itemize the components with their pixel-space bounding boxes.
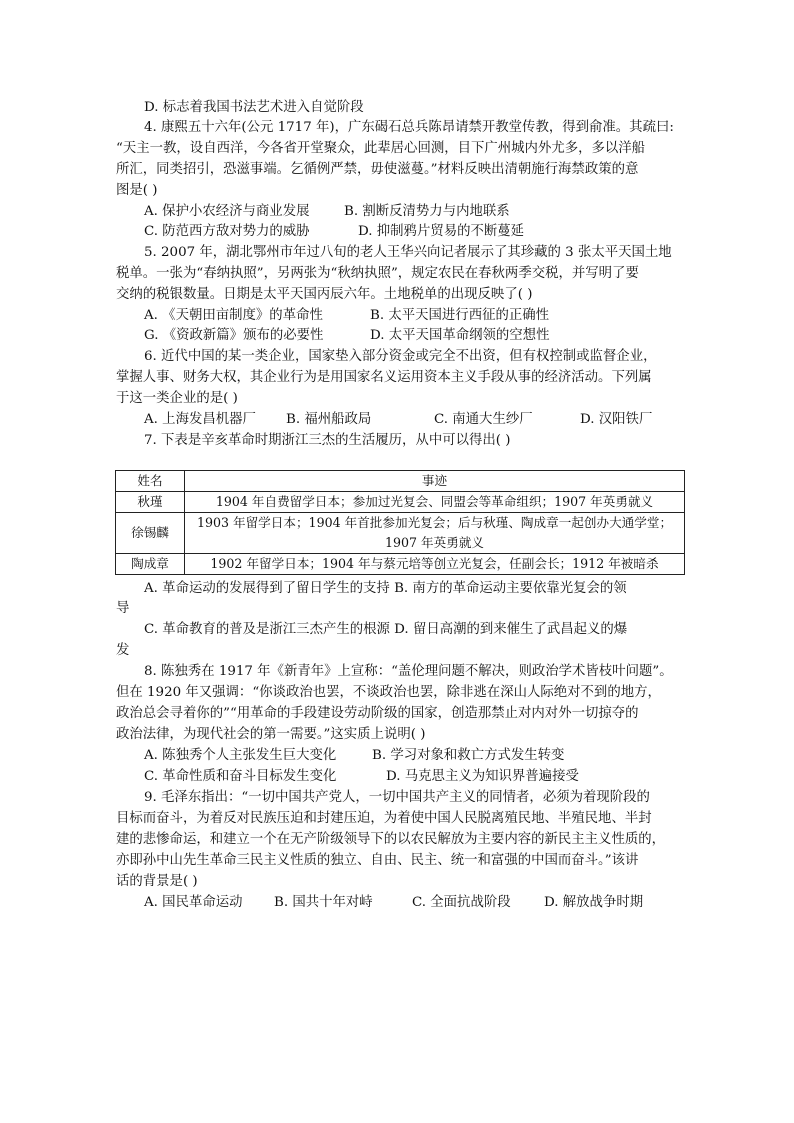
q8-stem-line-1: 8. 陈独秀在 1917 年《新青年》上宣称：“盖伦理问题不解决，则政治学术皆枝叶问题”。 [144, 664, 673, 679]
q6-stem-line-1: 6. 近代中国的某一类企业，国家垫入部分资金或完全不出资，但有权控制或监督企业， [144, 349, 657, 364]
q8-option-b: B. 学习对象和救亡方式发生转变 [372, 748, 565, 763]
q5-stem-line-2: 税单。一张为“春纳执照”，另两张为“秋纳执照”，规定农民在春秋两季交税，并写明了要 [116, 266, 639, 281]
table-cell-name: 陶成章 [116, 554, 185, 575]
table-header-row [116, 471, 685, 492]
table-cell-name: 徐锡麟 [116, 513, 185, 554]
table-cell-deeds: 1902 年留学日本；1904 年与蔡元培等创立光复会，任副会长；1912 年被暗杀 [185, 554, 685, 575]
q4-option-a: A. 保护小农经济与商业发展 [144, 204, 310, 219]
table-header-deeds: 事迹 [185, 471, 685, 492]
q7-options-cd: C. 革命教育的普及是浙江三杰产生的根源 D. 留日高潮的到来催生了武昌起义的爆 [144, 622, 628, 637]
q4-stem-line-4: 图是( ) [116, 183, 158, 198]
q7-options-ab: A. 革命运动的发展得到了留日学生的支持 B. 南方的革命运动主要依靠光复会的领 [144, 581, 627, 596]
q7-options-cd-cont: 发 [116, 643, 130, 658]
table-cell-line: 1907 年英勇就义 [384, 535, 485, 550]
q9-stem-line-5: 话的背景是( ) [116, 874, 198, 889]
q6-option-d: D. 汉阳铁厂 [580, 412, 653, 427]
q9-stem-line-2: 目标而奋斗，为着反对民族压迫和封建压迫，为着使中国人民脱离殖民地、半殖民地、半封 [116, 811, 652, 826]
table-row [116, 554, 685, 575]
table-header-name: 姓名 [116, 471, 185, 492]
table-cell-deeds: 1904 年自费留学日本；参加过光复会、同盟会等革命组织；1907 年英勇就义 [185, 492, 685, 513]
q9-option-c: C. 全面抗战阶段 [412, 895, 511, 910]
q5-stem-line-3: 交纳的税银数量。日期是太平天国丙辰六年。土地税单的出现反映了( ) [116, 287, 533, 302]
q8-stem-line-3: 政治总会寻着你的”“用革命的手段建设劳动阶级的国家，创造那禁止对内对外一切掠夺的 [116, 706, 639, 721]
q4-option-b: B. 割断反清势力与内地联系 [344, 204, 510, 219]
table-cell-line: 1903 年留学日本；1904 年首批参加光复会；后与秋瑾、陶成章一起创办大通学堂； [196, 515, 673, 530]
q9-stem-line-3: 建的悲惨命运，和建立一个在无产阶级领导下的以农民解放为主要内容的新民主主义性质的， [116, 832, 666, 847]
q5-option-d: D. 太平天国革命纲领的空想性 [370, 328, 550, 343]
q6-stem-line-3: 于这一类企业的是( ) [116, 391, 238, 406]
q8-stem-line-4: 政治法律，为现代社会的第一需要。”这实质上说明( ) [116, 727, 426, 742]
table-row [116, 513, 685, 554]
q6-option-b: B. 福州船政局 [286, 412, 372, 427]
q4-option-c: C. 防范西方敌对势力的威胁 [144, 224, 310, 239]
q9-option-a: A. 国民革命运动 [144, 895, 243, 910]
q7-stem: 7. 下表是辛亥革命时期浙江三杰的生活履历，从中可以得出( ) [144, 433, 511, 448]
q9-option-d: D. 解放战争时期 [544, 895, 644, 910]
q8-stem-line-2: 但在 1920 年又强调：“你谈政治也罢，不谈政治也罢，除非逃在深山人际绝对不到的地方， [116, 685, 661, 700]
q5-option-a: A. 《天朝田亩制度》的革命性 [144, 308, 323, 323]
q7-options-ab-cont: 导 [116, 601, 130, 616]
q4-stem-line-2: “天主一教，设自西洋，今各省开堂聚众，此辈居心回测，目下广州城内外尤多，多以洋船 [116, 141, 646, 156]
history-table [115, 470, 685, 575]
q5-option-c: G. 《资政新篇》颁布的必要性 [144, 328, 324, 343]
q4-stem-line-3: 所汇，同类招引，恐滋事端。乞循例严禁，毋使滋蔓。”材料反映出清朝施行海禁政策的意 [116, 162, 639, 177]
q9-stem-line-1: 9. 毛泽东指出：“一切中国共产党人，一切中国共产主义的同情者，必须为着现阶段的 [144, 790, 650, 805]
table-cell-deeds [185, 513, 685, 554]
table-cell-name: 秋瑾 [116, 492, 185, 513]
table-row [116, 492, 685, 513]
q6-option-a: A. 上海发昌机器厂 [144, 412, 256, 427]
q6-stem-line-2: 掌握人事、财务大权，其企业行为是用国家名义运用资本主义手段从事的经济活动。下列属 [116, 370, 652, 385]
q5-stem-line-1: 5. 2007 年，湖北鄂州市年过八旬的老人王华兴向记者展示了其珍藏的 3 张太平天国土地 [144, 245, 672, 260]
q9-option-b: B. 国共十年对峙 [274, 895, 373, 910]
q8-option-d: D. 马克思主义为知识界普遍接受 [386, 769, 579, 784]
q3-option-d: D. 标志着我国书法艺术进入自觉阶段 [144, 100, 364, 115]
q8-option-c: C. 革命性质和奋斗目标发生变化 [144, 769, 337, 784]
q4-option-d: D. 抑制鸦片贸易的不断蔓延 [358, 224, 525, 239]
q9-stem-line-4: 亦即孙中山先生革命三民主义性质的独立、自由、民主、统一和富强的中国而奋斗。”该讲 [116, 853, 639, 868]
q5-option-b: B. 太平天国进行西征的正确性 [370, 308, 550, 323]
q4-stem-line-1: 4. 康熙五十六年(公元 1717 年)，广东碣石总兵陈昂请禁开教堂传教，得到俞准。其疏曰: [144, 120, 674, 135]
q6-option-c: C. 南通大生纱厂 [434, 412, 533, 427]
q8-option-a: A. 陈独秀个人主张发生巨大变化 [144, 748, 337, 763]
